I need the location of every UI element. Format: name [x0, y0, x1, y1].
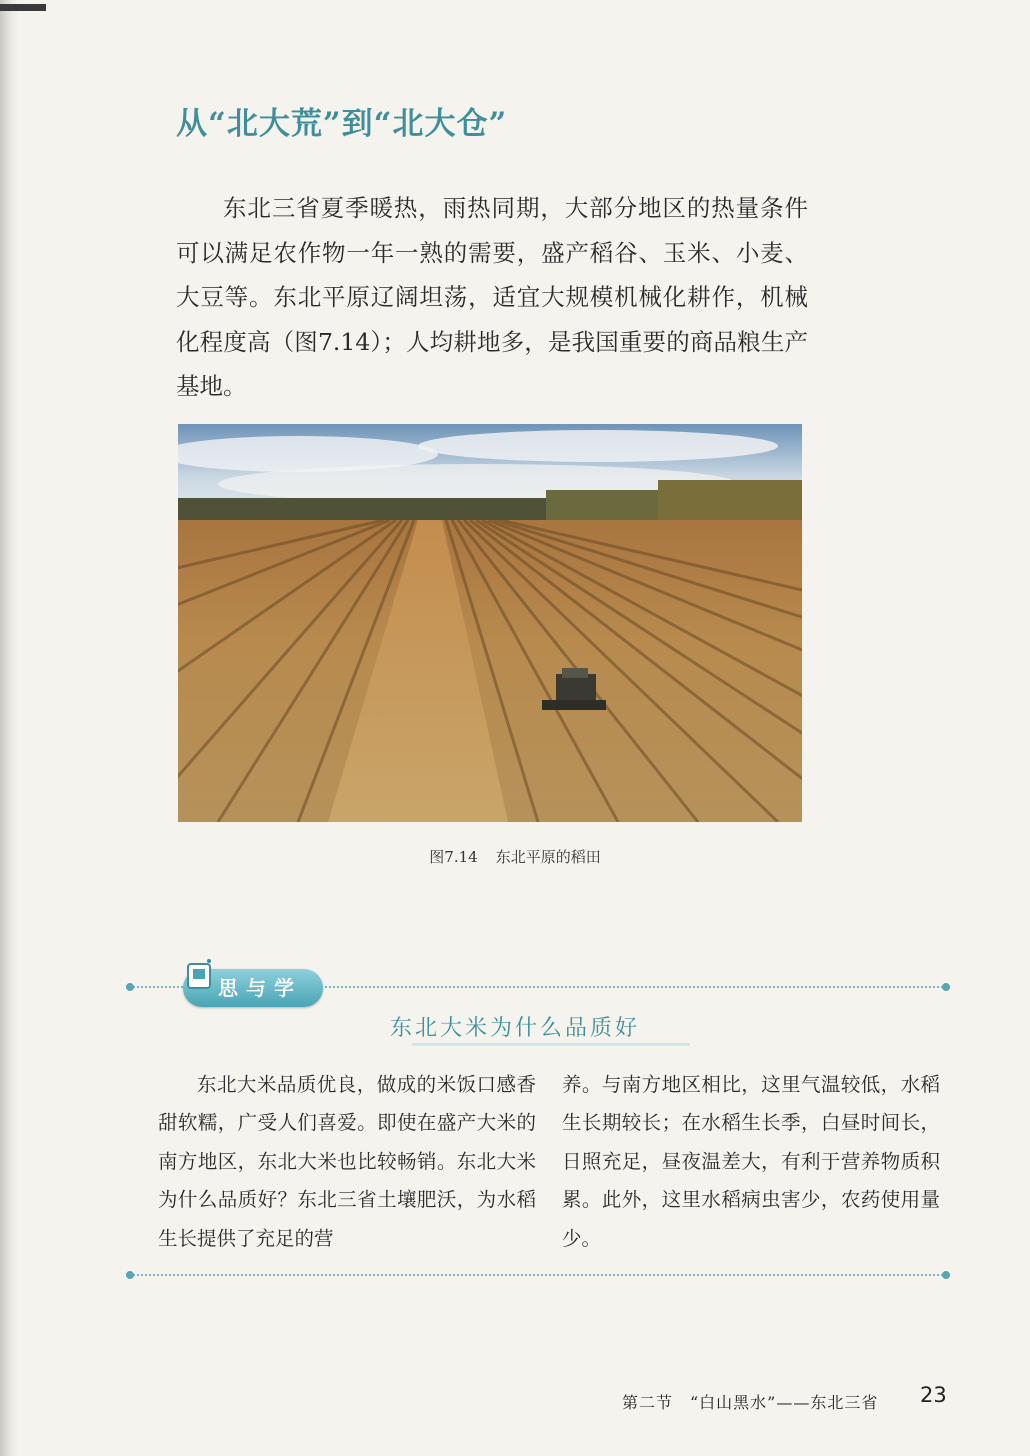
think-box-bottom-rule: [130, 1274, 946, 1276]
corner-mark: [0, 4, 46, 11]
subtitle-underline: [412, 1043, 690, 1046]
think-box-paragraph-left: 东北大米品质优良，做成的米饭口感香甜软糯，广受人们喜爱。即使在盛产大米的南方地区，东北大米也比较畅销。东北大米为什么品质好？东北三省土壤肥沃，为水稻生长提供了充足的营: [158, 1073, 536, 1250]
think-box-paragraph-right: 养。与南方地区相比，这里气温较低，水稻生长期较长；在水稻生长季，白昼时间长，日照充足，昼夜温差大，有利于营养物质积累。此外，这里水稻病虫害少，农药使用量少。: [562, 1073, 940, 1250]
figure-number: 图7.14: [429, 848, 478, 866]
page-number: 23: [920, 1383, 947, 1407]
rice-field-photo: [178, 424, 802, 822]
figure-caption-text: 东北平原的稻田: [495, 848, 601, 866]
figure-caption: [0, 846, 1030, 867]
page-edge-shadow: [0, 0, 18, 1456]
book-icon: [185, 956, 215, 990]
think-box-subtitle: 东北大米为什么品质好: [389, 1016, 640, 1041]
body-paragraph: 东北三省夏季暖热，雨热同期，大部分地区的热量条件可以满足农作物一年一熟的需要，盛产稻谷、玉米、小麦、大豆等。东北平原辽阔坦荡，适宜大规模机械化耕作，机械化程度高（图7.14）；人均耕地多，是我国重要的商品粮生产基地。: [176, 194, 808, 400]
running-head: 第二节 “白山黑水”——东北三省: [622, 1393, 879, 1412]
think-badge-label: 思与学: [218, 976, 302, 1000]
section-title: 从“北大荒”到“北大仓”: [176, 106, 508, 142]
